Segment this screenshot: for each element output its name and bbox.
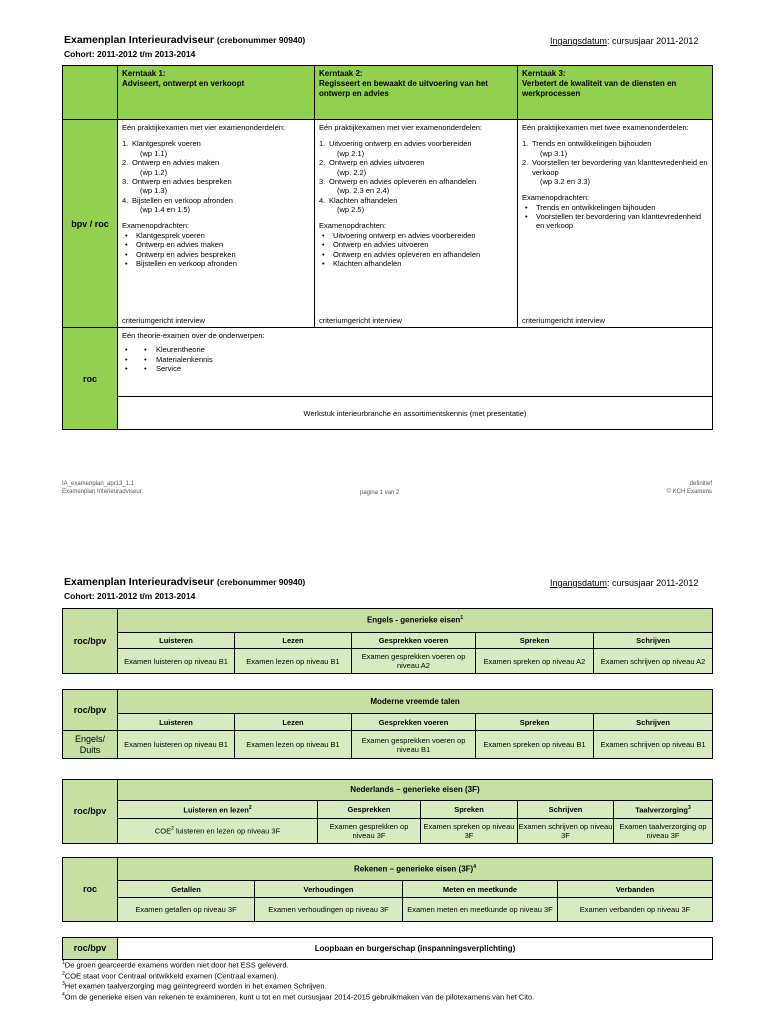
corner-cell: [63, 66, 118, 120]
mvt-side2: Engels/ Duits: [63, 731, 118, 759]
nl-val: COE$^2$ luisteren en lezen op niveau 3F: [118, 819, 318, 844]
engels-title: Engels - generieke eisen$^1$: [118, 609, 713, 633]
mvt-val: Examen luisteren op niveau B1: [118, 731, 235, 759]
engels-val: Examen luisteren op niveau B1: [118, 649, 235, 674]
rekenen-title: Rekenen – generieke eisen $(3F)^4$: [118, 858, 713, 881]
nl-col: Luisteren en lezen$^2$: [118, 801, 318, 819]
page2-title: Examenplan Interieuradviseur (crebonummer 90940): [64, 576, 306, 588]
footer-left: IA_examenplan_apr13_1.1 Examenplan Interieuradviseur: [62, 481, 142, 496]
mvt-table: [62, 689, 713, 759]
kerntaak-1: Kerntaak 1: Adviseert, ontwerpt en verkoopt: [118, 66, 315, 120]
footnote: $^2$COE staat voor Centraal ontwikkeld examen (Centraal examen).: [62, 970, 279, 981]
bpv-roc-label: bpv / roc: [63, 120, 118, 328]
rekenen-col: Meten en meetkunde: [403, 881, 558, 898]
rekenen-table: [62, 857, 713, 922]
page2-cohort: Cohort: 2011-2012 t/m 2013-2014: [64, 591, 196, 601]
rekenen-val: Examen verhoudingen op niveau 3F: [255, 898, 403, 922]
cohort: Cohort: 2011-2012 t/m 2013-2014: [64, 49, 196, 59]
engels-col: Spreken: [476, 633, 594, 649]
mvt-title: Moderne vreemde talen: [118, 690, 713, 714]
mvt-col: Gesprekken voeren: [352, 714, 476, 731]
nl-val: Examen gesprekken op niveau 3F: [318, 819, 421, 844]
werkstuk: Werkstuk interieurbranche en assortimentskennis (met presentatie): [118, 397, 713, 430]
engels-col: Gesprekken voeren: [352, 633, 476, 649]
footnotes: [62, 960, 722, 1003]
footer-right: definitief © KCH Examens: [666, 481, 712, 496]
nl-col: Taalverzorging$^3$: [614, 801, 713, 819]
kerntaak-3-content: Eén praktijkexamen met twee examenonderdelen: 1. Trends en ontwikkelingen bijhouden (wp 3.1) 2. Voorstellen ter bevordering van klanttevredenheid en verkoop (wp 3.2 en 3.3) Examenopdrachten: • Trends en ontwikkelingen bijhouden • Voorstellen ter bevordering van klanttevredenheid en verkoop criteriumgericht interview: [518, 120, 713, 328]
page-title: Examenplan Interieuradviseur (crebonummer 90940): [64, 34, 306, 46]
kerntaak-3: Kerntaak 3: Verbetert de kwaliteit van de diensten en werkprocessen: [518, 66, 713, 120]
mvt-col: Schrijven: [594, 714, 713, 731]
rekenen-col: Getallen: [118, 881, 255, 898]
nl-val: Examen spreken op niveau 3F: [421, 819, 518, 844]
nl-title: Nederlands – generieke eisen (3F): [118, 780, 713, 801]
kerntaken-table: [62, 65, 713, 430]
mvt-side: roc/bpv: [63, 690, 118, 731]
nl-val: Examen taalverzorging op niveau 3F: [614, 819, 713, 844]
rekenen-col: Verbanden: [558, 881, 713, 898]
loopbaan-title: Loopbaan en burgerschap (inspanningsverplichting): [118, 938, 713, 960]
nl-side: roc/bpv: [63, 780, 118, 844]
engels-val: Examen gesprekken voeren op niveau A2: [352, 649, 476, 674]
ingangsdatum: Ingangsdatum: cursusjaar 2011-2012: [550, 36, 699, 46]
footer-page: pagina 1 van 2: [360, 490, 400, 496]
footnote: $^3$Het examen taalverzorging mag geïntegreerd worden in het examen Schrijven.: [62, 981, 327, 991]
loopbaan-table: [62, 937, 713, 960]
engels-col: Schrijven: [594, 633, 713, 649]
engels-col: Luisteren: [118, 633, 235, 649]
mvt-col: Luisteren: [118, 714, 235, 731]
engels-table: [62, 608, 713, 674]
nl-col: Schrijven: [518, 801, 614, 819]
nederlands-table: [62, 779, 713, 844]
loopbaan-side: roc/bpv: [63, 938, 118, 960]
mvt-col: Spreken: [476, 714, 594, 731]
rekenen-val: Examen getallen op niveau 3F: [118, 898, 255, 922]
kerntaak-2: Kerntaak 2: Regisseert en bewaakt de uitvoering van het ontwerp en advies: [315, 66, 518, 120]
footnote: $^1$De groen gearceerde examens worden niet door het ESS geleverd.: [62, 960, 289, 970]
mvt-val: Examen schrijven op niveau B1: [594, 731, 713, 759]
engels-val: Examen lezen op niveau B1: [235, 649, 352, 674]
rekenen-side: roc: [63, 858, 118, 922]
engels-val: Examen schrijven op niveau A2: [594, 649, 713, 674]
nl-col: Spreken: [421, 801, 518, 819]
kerntaak-2-content: Eén praktijkexamen met vier examenonderdelen: 1. Uitvoering ontwerp en advies voorbereiden (wp 2.1) 2. Ontwerp en advies uitvoeren (wp. 2.2) 3. Ontwerp en advies opleveren en afhandelen (wp. 2.3 en 2.4) 4. Klachten afhandelen (wp 2.5) Examenopdrachten: • Uitvoering ontwerp en advies voorbereiden • Ontwerp en advies uitvoeren • Ontwerp en advies opleveren en afhandelen • Klachten afhandelen criteriumgericht interview: [315, 120, 518, 328]
mvt-col: Lezen: [235, 714, 352, 731]
mvt-val: Examen spreken op niveau B1: [476, 731, 594, 759]
footnote: $^4$Om de generieke eisen van rekenen te examineren, kunt u tot en met cursusjaar 2014-2015 gebruikmaken van de pilotexamens van het Cito.: [62, 991, 535, 1002]
engels-val: Examen spreken op niveau A2: [476, 649, 594, 674]
engels-col: Lezen: [235, 633, 352, 649]
nl-col: Gesprekken: [318, 801, 421, 819]
nl-val: Examen schrijven op niveau 3F: [518, 819, 614, 844]
mvt-val: Examen gesprekken voeren op niveau B1: [352, 731, 476, 759]
engels-side: roc/bpv: [63, 609, 118, 674]
roc-label: roc: [63, 328, 118, 430]
theorie-examen: Eén theorie-examen over de onderwerpen: • • Kleurentheorie • • Materialenkennis • • Service: [118, 328, 713, 397]
kerntaak-1-content: Eén praktijkexamen met vier examenonderdelen: 1. Klantgesprek voeren (wp 1.1) 2. Ontwerp en advies maken (wp 1.2) 3. Ontwerp en advies bespreken (wp 1.3) 4. Bijstellen en verkoop afronden (wp 1.4 en 1.5) Examenopdrachten: • Klantgesprek voeren • Ontwerp en advies maken • Ontwerp en advies bespreken • Bijstellen en verkoop afronden criteriumgericht interview: [118, 120, 315, 328]
rekenen-val: Examen meten en meetkunde op niveau 3F: [403, 898, 558, 922]
rekenen-val: Examen verbanden op niveau 3F: [558, 898, 713, 922]
mvt-val: Examen lezen op niveau B1: [235, 731, 352, 759]
rekenen-col: Verhoudingen: [255, 881, 403, 898]
page2-ingangsdatum: Ingangsdatum: cursusjaar 2011-2012: [550, 578, 699, 588]
